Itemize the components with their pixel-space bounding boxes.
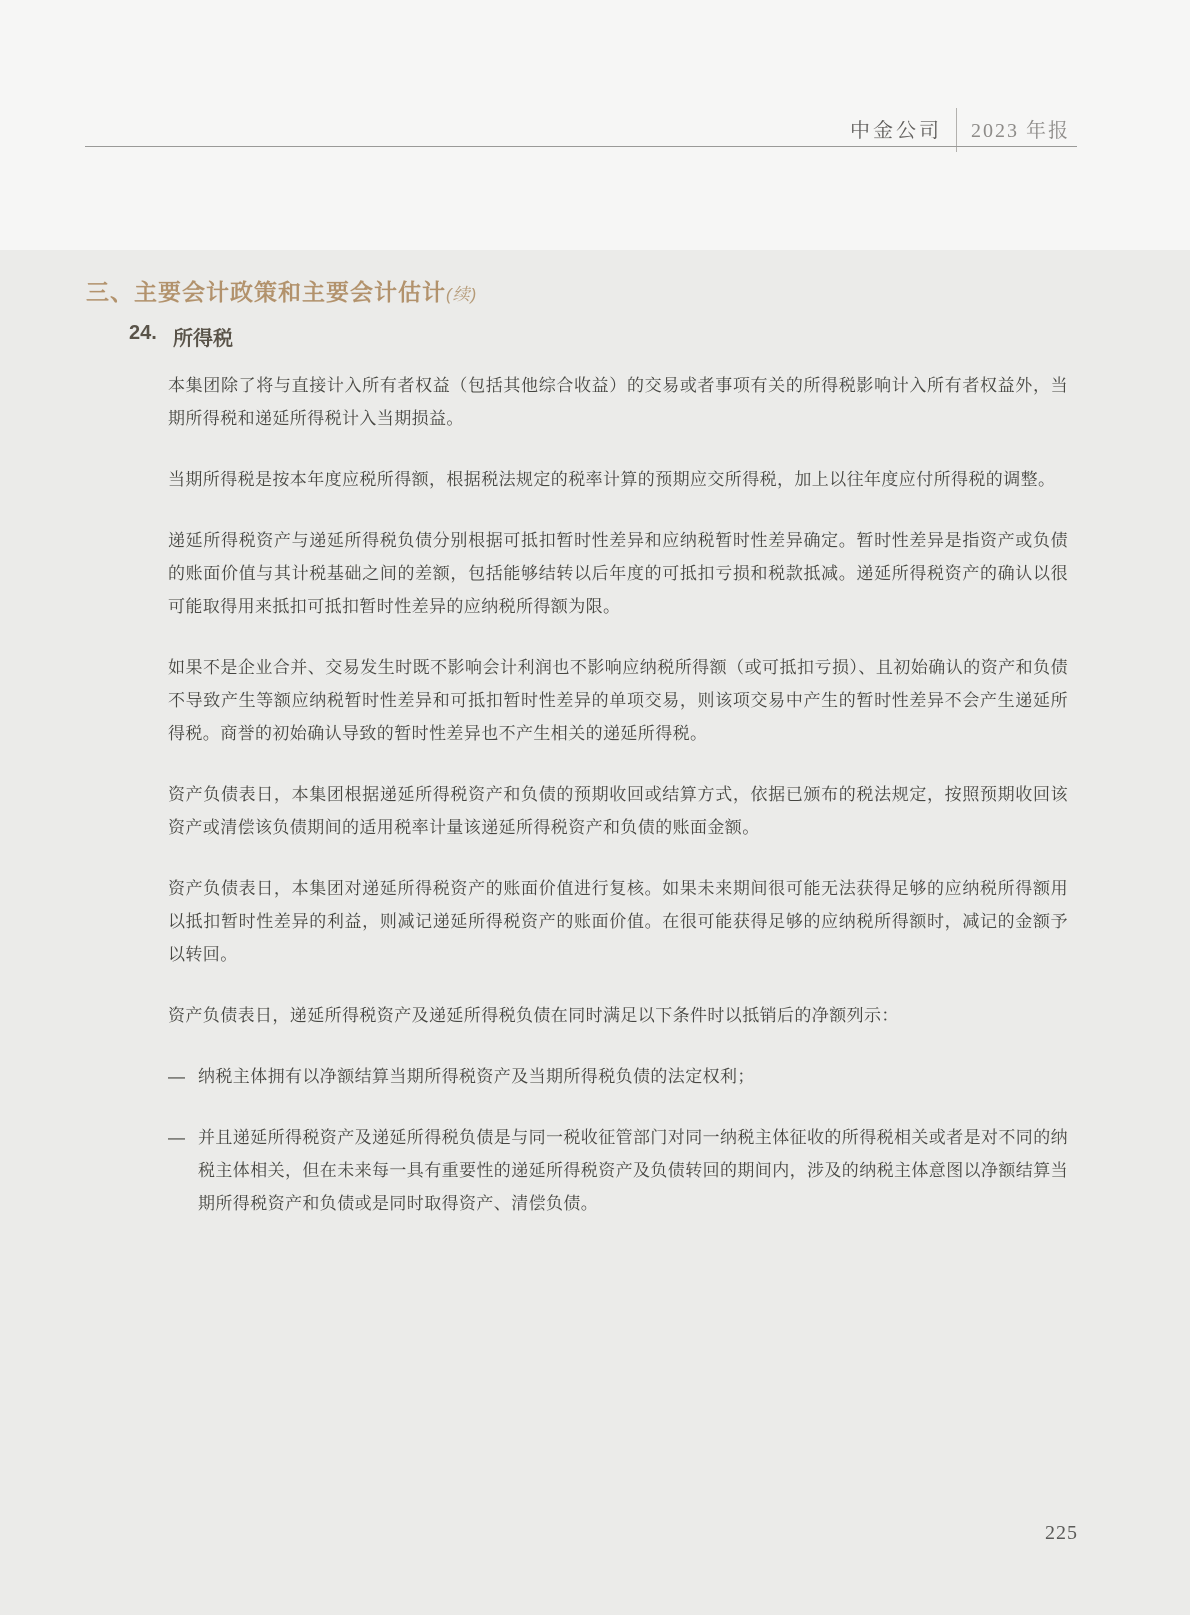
body-content [168,369,1068,1248]
bullet-dash-marker: — [168,1128,186,1147]
bullet-dash-marker: — [168,1067,186,1086]
header-edition: 2023 年报 [971,119,1070,142]
bullet-text: 并且递延所得税资产及递延所得税负债是与同一税收征管部门对同一纳税主体征收的所得税相关或者是对不同的纳税主体相关，但在未来每一具有重要性的递延所得税资产及负债转回的期间内，涉及的纳税主体意图以净额结算当期所得税资产和负债或是同时取得资产、清偿负债。 [198,1128,1068,1213]
page-header [850,108,1070,148]
bullet-item [168,1060,1068,1093]
header-company-name: 中金公司 [850,119,942,142]
page-number: 225 [1045,1522,1078,1544]
paragraph: 资产负债表日，本集团对递延所得税资产的账面价值进行复核。如果未来期间很可能无法获得足够的应纳税所得额用以抵扣暂时性差异的利益，则减记递延所得税资产的账面价值。在很可能获得足够的应纳税所得额时，减记的金额予以转回。 [168,879,1068,964]
paragraph: 资产负债表日，本集团根据递延所得税资产和负债的预期收回或结算方式，依据已颁布的税法规定，按照预期收回该资产或清偿该负债期间的适用税率计量该递延所得税资产和负债的账面金额。 [168,785,1068,837]
paragraph: 本集团除了将与直接计入所有者权益（包括其他综合收益）的交易或者事项有关的所得税影响计入所有者权益外，当期所得税和递延所得税计入当期损益。 [168,376,1068,428]
paragraph: 如果不是企业合并、交易发生时既不影响会计利润也不影响应纳税所得额（或可抵扣亏损）、且初始确认的资产和负债不导致产生等额应纳税暂时性差异和可抵扣暂时性差异的单项交易，则该项交易中产生的暂时性差异不会产生递延所得税。商誉的初始确认导致的暂时性差异也不产生相关的递延所得税。 [168,658,1068,743]
section-title-text: 三、主要会计政策和主要会计估计 [86,279,446,305]
bullet-text: 纳税主体拥有以净额结算当期所得税资产及当期所得税负债的法定权利； [198,1067,755,1086]
paragraph: 资产负债表日，递延所得税资产及递延所得税负债在同时满足以下条件时以抵销后的净额列示： [168,1006,899,1025]
section-title-suffix: (续) [446,285,478,304]
section-title [86,274,477,307]
subsection-title: 所得税 [173,328,233,350]
bullet-item [168,1121,1068,1220]
subsection-heading [129,322,233,351]
paragraph: 递延所得税资产与递延所得税负债分别根据可抵扣暂时性差异和应纳税暂时性差异确定。暂时性差异是指资产或负债的账面价值与其计税基础之间的差额，包括能够结转以后年度的可抵扣亏损和税款抵减。递延所得税资产的确认以很可能取得用来抵扣可抵扣暂时性差异的应纳税所得额为限。 [168,531,1068,616]
header-rule [85,146,1077,147]
paragraph: 当期所得税是按本年度应税所得额，根据税法规定的税率计算的预期应交所得税，加上以往年度应付所得税的调整。 [168,470,1056,489]
subsection-number: 24. [129,322,157,344]
